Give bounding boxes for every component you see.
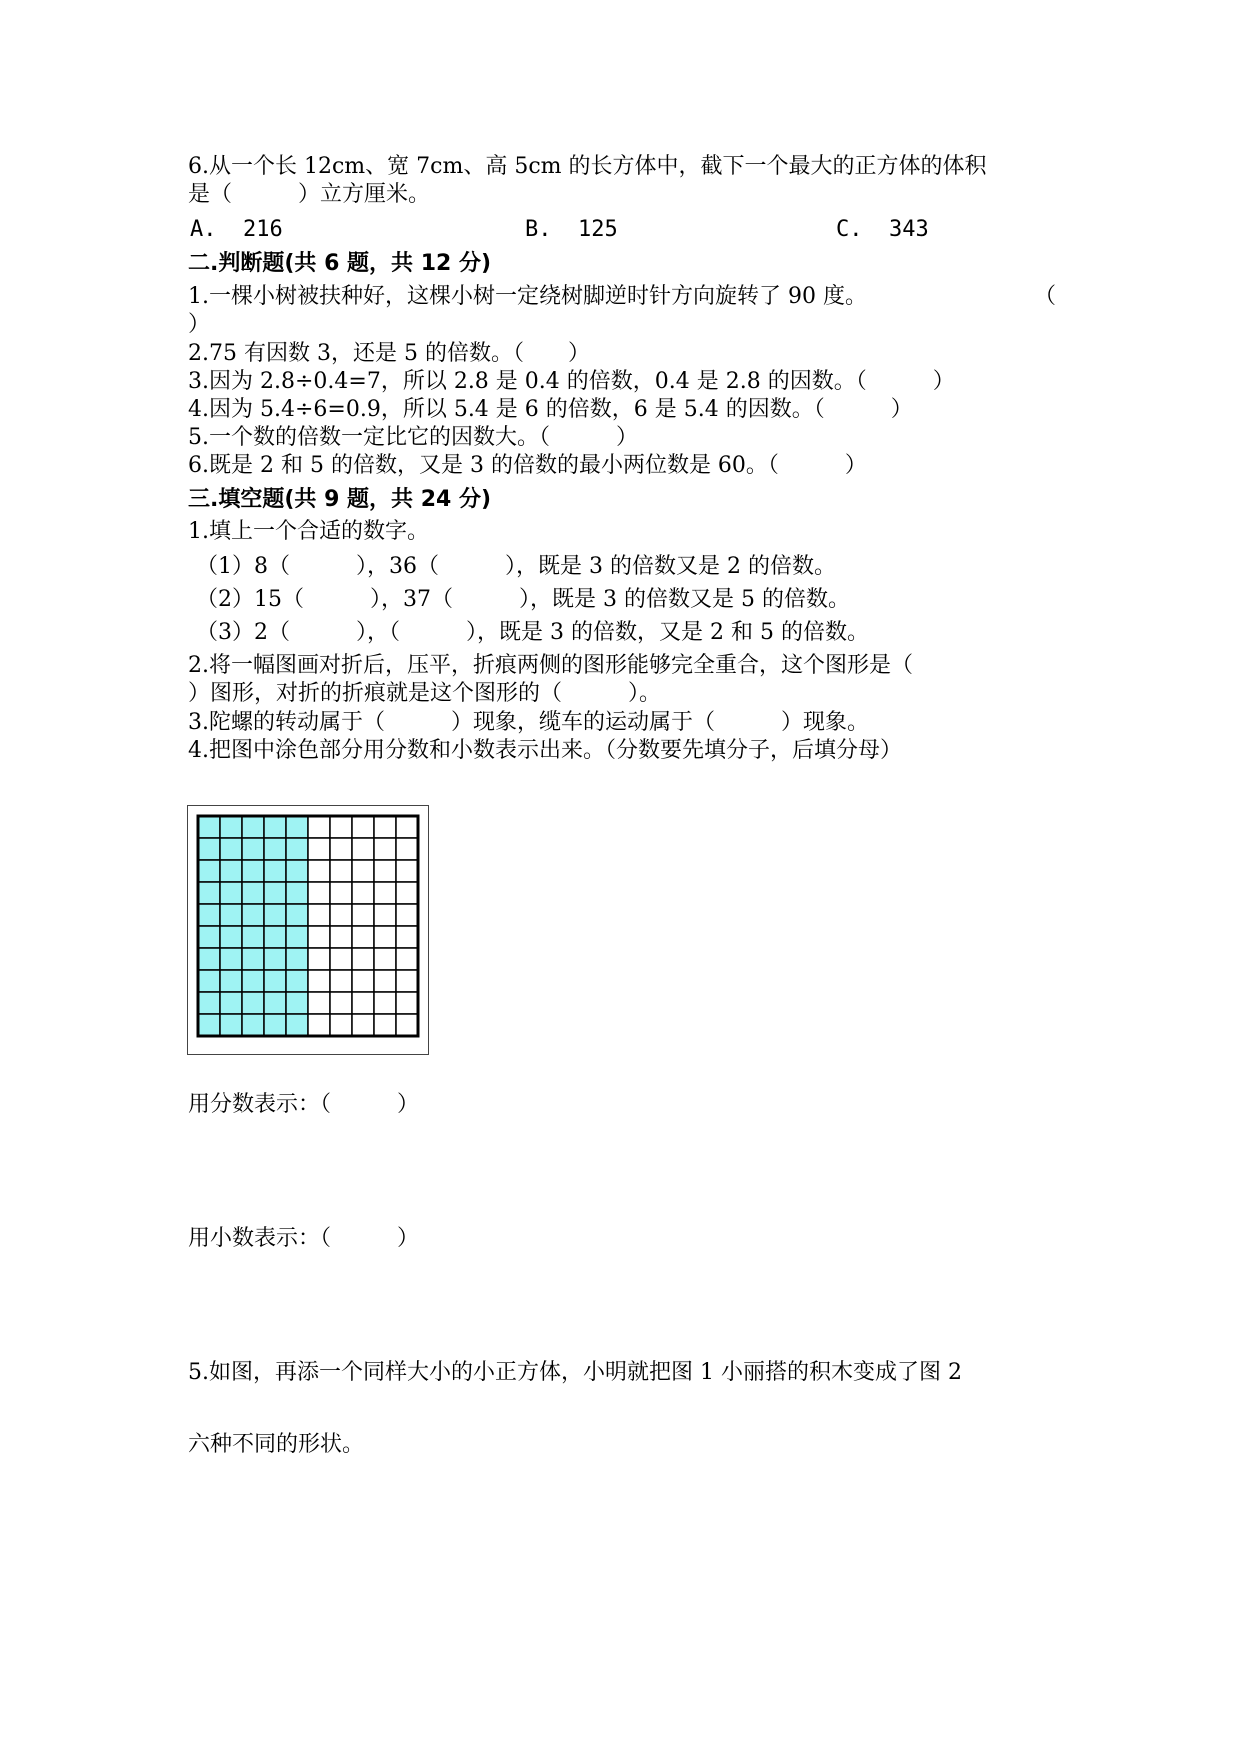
grid-cell [374,992,396,1014]
section3-q3: 3.陀螺的转动属于（ ）现象，缆车的运动属于（ ）现象。 [188,710,869,735]
grid-cell-shaded [220,882,242,904]
grid-cell-shaded [242,816,264,838]
decimal-answer-label: 用小数表示：（ ） [188,1226,420,1251]
grid-cell-shaded [264,970,286,992]
grid-cell-shaded [198,816,220,838]
grid-cell [330,838,352,860]
grid-cell-shaded [198,838,220,860]
section2-title: 二.判断题(共 6 题，共 12 分) [188,251,492,276]
grid-cell-shaded [264,926,286,948]
grid-cell-shaded [220,860,242,882]
grid-cell-shaded [220,948,242,970]
grid-cell [374,838,396,860]
grid-cell [374,926,396,948]
grid-cell [330,860,352,882]
grid-cell-shaded [198,860,220,882]
grid-cell [330,992,352,1014]
grid-cell [308,926,330,948]
grid-cell-shaded [220,992,242,1014]
q6-option-b: B. 125 [525,217,618,242]
section3-q1-stem: 1.填上一个合适的数字。 [188,519,429,544]
section3-q5-line1: 5.如图，再添一个同样大小的小正方体，小明就把图 1 小丽搭的积木变成了图 2 [188,1360,962,1385]
grid-cell [396,816,418,838]
grid-cell [352,838,374,860]
grid-cell-shaded [198,1014,220,1036]
q6-stem-line1: 6.从一个长 12cm、宽 7cm、高 5cm 的长方体中，截下一个最大的正方体的体积 [188,154,987,179]
grid-cell [352,992,374,1014]
grid-figure [187,805,429,1055]
grid-cell [352,970,374,992]
grid-cell-shaded [264,860,286,882]
grid-cell [308,816,330,838]
section3-q2-line1: 2.将一幅图画对折后，压平，折痕两侧的图形能够完全重合，这个图形是（ [188,653,913,678]
grid-cell [396,860,418,882]
grid-cell-shaded [220,926,242,948]
section2-item-5: 5.一个数的倍数一定比它的因数大。（ ） [188,425,638,450]
grid-cell-shaded [286,904,308,926]
grid-cell [374,970,396,992]
grid-cell [352,904,374,926]
grid-cell-shaded [264,1014,286,1036]
section2-item-4: 4.因为 5.4÷6=0.9，所以 5.4 是 6 的倍数，6 是 5.4 的因数。（ ） [188,397,913,422]
grid-cell [396,882,418,904]
section2-item-1-paren-open: （ [1034,284,1057,309]
section3-q4-stem: 4.把图中涂色部分用分数和小数表示出来。（分数要先填分子，后填分母） [188,738,902,763]
grid-cell [330,816,352,838]
grid-cell [396,926,418,948]
grid-cell-shaded [220,904,242,926]
grid-cell-shaded [286,838,308,860]
section3-q1-part2: （2）15（ ），37（ ），既是 3 的倍数又是 5 的倍数。 [196,587,850,612]
grid-cell [374,882,396,904]
grid-cell-shaded [286,816,308,838]
grid-cell [352,882,374,904]
grid-cell-shaded [242,860,264,882]
grid-cell-shaded [264,904,286,926]
grid-cell-shaded [242,926,264,948]
grid-cell [396,948,418,970]
grid-cell [330,904,352,926]
grid-cell-shaded [220,838,242,860]
grid-cell-shaded [242,1014,264,1036]
grid-cell-shaded [286,948,308,970]
grid-cell-shaded [242,948,264,970]
grid-cell [330,882,352,904]
grid-cell-shaded [264,992,286,1014]
grid-cell-shaded [198,948,220,970]
grid-cell [308,860,330,882]
grid-cell-shaded [264,816,286,838]
grid-cell [308,882,330,904]
grid-cell [308,838,330,860]
section2-item-3: 3.因为 2.8÷0.4=7，所以 2.8 是 0.4 的倍数，0.4 是 2.8 的因数。（ ） [188,369,955,394]
section2-item-2: 2.75 有因数 3，还是 5 的倍数。（ ） [188,341,590,366]
grid-cell [352,816,374,838]
grid-cell [308,1014,330,1036]
grid-cell-shaded [220,816,242,838]
grid-cell-shaded [264,948,286,970]
grid-cell [308,904,330,926]
grid-cell [374,948,396,970]
grid-cell-shaded [220,970,242,992]
grid-cell [374,904,396,926]
grid-cell [396,838,418,860]
grid-cell [330,948,352,970]
grid-cell-shaded [198,970,220,992]
section3-q5-line2: 六种不同的形状。 [188,1432,365,1457]
grid-cell [352,926,374,948]
grid-cell-shaded [286,860,308,882]
section3-q1-part3: （3）2（ ），（ ），既是 3 的倍数，又是 2 和 5 的倍数。 [196,620,869,645]
grid-cell [308,992,330,1014]
grid-cell-shaded [286,992,308,1014]
grid-cell [396,1014,418,1036]
grid-cell-shaded [198,904,220,926]
q6-stem-line2: 是（ ）立方厘米。 [188,182,431,207]
section3-title: 三.填空题(共 9 题，共 24 分) [188,487,492,512]
grid-cell-shaded [198,992,220,1014]
grid-cell [374,1014,396,1036]
grid-cell-shaded [242,838,264,860]
grid-cell-shaded [286,926,308,948]
q6-option-a: A. 216 [190,217,283,242]
section2-item-6: 6.既是 2 和 5 的倍数，又是 3 的倍数的最小两位数是 60。（ ） [188,453,867,478]
grid-cell-shaded [220,1014,242,1036]
grid-cell-shaded [198,882,220,904]
grid-cell [308,948,330,970]
grid-cell-shaded [264,838,286,860]
grid-cell [396,904,418,926]
grid-cell [396,970,418,992]
grid-cell [330,970,352,992]
grid-cell [374,860,396,882]
grid-svg [196,814,420,1038]
grid-cell-shaded [286,1014,308,1036]
fraction-answer-label: 用分数表示：（ ） [188,1092,420,1117]
section3-q1-part1: （1）8（ ），36（ ），既是 3 的倍数又是 2 的倍数。 [196,554,836,579]
grid-cell-shaded [264,882,286,904]
q6-option-c: C. 343 [836,217,929,242]
section2-item-1-paren-close: ） [188,312,211,337]
grid-cell-shaded [242,904,264,926]
grid-cell [374,816,396,838]
grid-cell-shaded [286,882,308,904]
grid-cell [352,948,374,970]
grid-cell [330,1014,352,1036]
grid-cell [308,970,330,992]
grid-cell-shaded [242,882,264,904]
grid-cell [330,926,352,948]
grid-cell [396,992,418,1014]
grid-cell-shaded [242,970,264,992]
grid-cell-shaded [198,926,220,948]
section2-item-1: 1.一棵小树被扶种好，这棵小树一定绕树脚逆时针方向旋转了 90 度。 [188,284,867,309]
grid-cell-shaded [286,970,308,992]
section3-q2-line2: ）图形，对折的折痕就是这个图形的（ ）。 [188,681,662,706]
grid-cell-shaded [242,992,264,1014]
grid-cell [352,1014,374,1036]
grid-cell [352,860,374,882]
